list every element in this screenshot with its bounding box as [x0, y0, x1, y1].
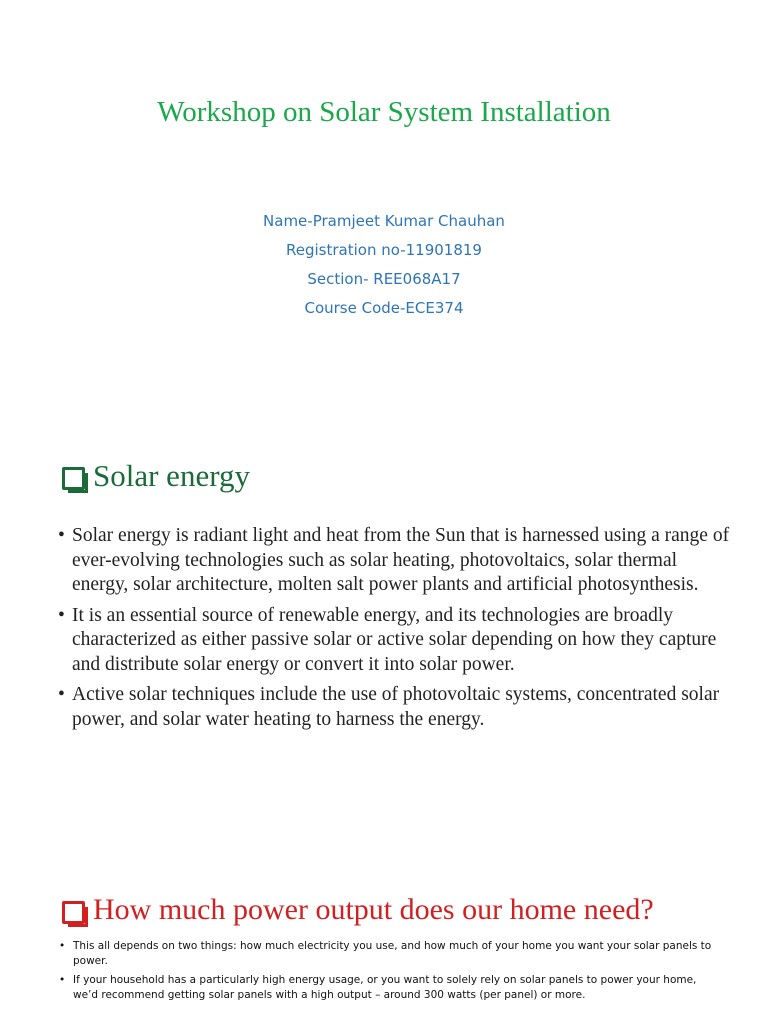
student-name: Name-Pramjeet Kumar Chauhan: [263, 212, 505, 230]
heading-text: Solar energy: [93, 458, 250, 493]
list-item: • This all depends on two things: how much electricity you use, and how much of your home you want your solar panels to power.: [73, 939, 713, 968]
section-heading: [62, 893, 654, 927]
power-output-slide: [0, 865, 768, 1024]
registration-number: Registration no-11901819: [286, 241, 482, 259]
checkbox-bullet-icon: [62, 467, 85, 490]
section: Section- REE068A17: [307, 270, 461, 288]
slide-title: Workshop on Solar System Installation: [157, 96, 611, 128]
list-item: • Solar energy is radiant light and heat from the Sun that is harnessed using a range of ever-evolving technologies such as solar heating, photovoltaics, solar thermal energy, solar architecture, molten salt power plants and artificial photosynthesis.: [72, 524, 732, 598]
heading-text: How much power output does our home need?: [93, 893, 654, 926]
title-slide: [0, 0, 768, 420]
section-heading: [62, 458, 250, 494]
list-item: • It is an essential source of renewable energy, and its technologies are broadly characterized as either passive solar or active solar depending on how they capture and distribute solar energy or convert it into solar power.: [72, 604, 732, 678]
bullet-list: [72, 524, 732, 738]
solar-energy-slide: [0, 430, 768, 850]
bullet-list: [73, 939, 713, 1007]
list-item: • If your household has a particularly high energy usage, or you want to solely rely on solar panels to power your home, we’d recommend getting solar panels with a high output – around 300 watts (per panel) or more.: [73, 973, 713, 1002]
student-info: [0, 207, 768, 323]
course-code: Course Code-ECE374: [304, 299, 464, 317]
list-item: • Active solar techniques include the use of photovoltaic systems, concentrated solar power, and solar water heating to harness the energy.: [72, 683, 732, 732]
checkbox-bullet-icon: [62, 901, 85, 924]
